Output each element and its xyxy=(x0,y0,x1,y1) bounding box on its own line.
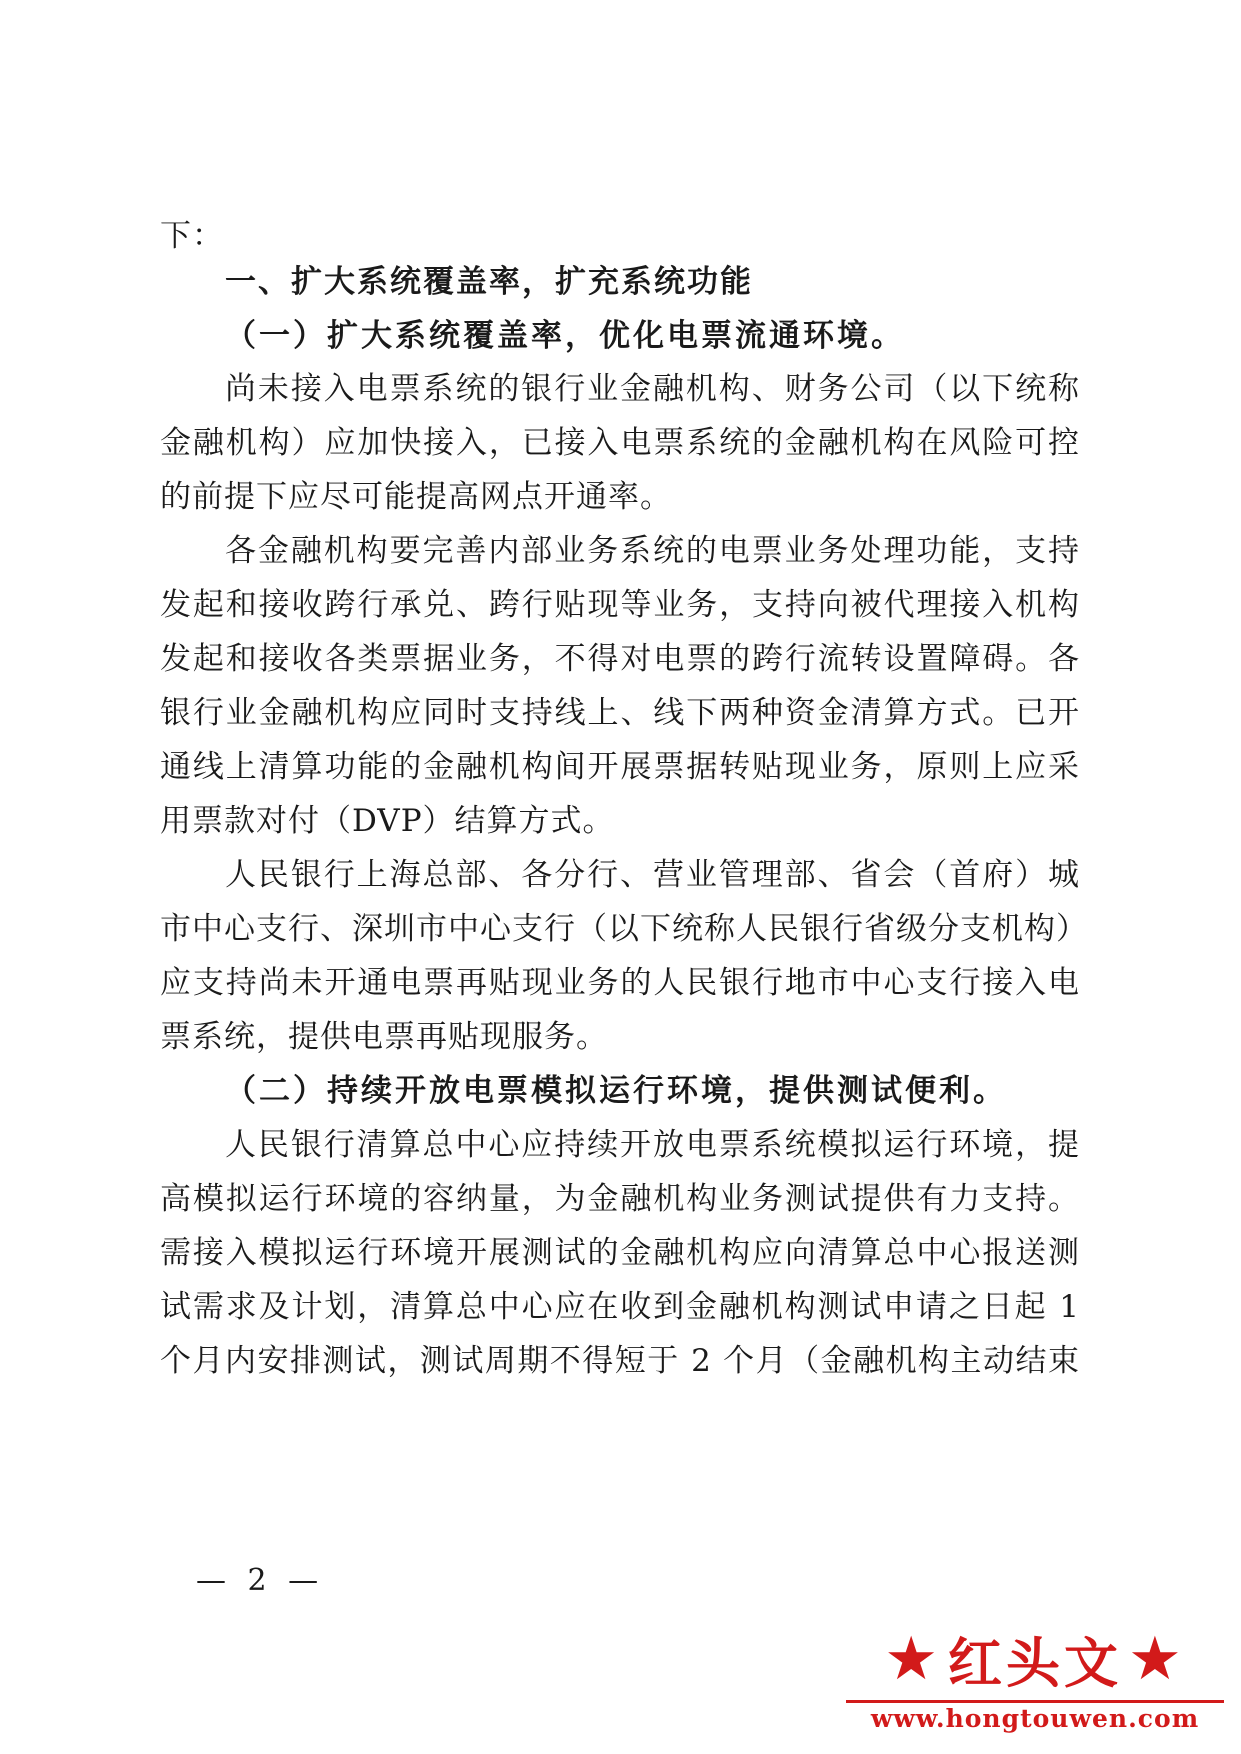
paragraph-line: 需接入模拟运行环境开展测试的金融机构应向清算总中心报送测 xyxy=(160,1235,1080,1271)
paragraph-line: 试需求及计划，清算总中心应在收到金融机构测试申请之日起 1 xyxy=(160,1289,1080,1325)
paragraph-line: 银行业金融机构应同时支持线上、线下两种资金清算方式。已开 xyxy=(160,695,1080,731)
paragraph-line: 用票款对付（DVP）结算方式。 xyxy=(160,803,615,839)
paragraph-line: 尚未接入电票系统的银行业金融机构、财务公司（以下统称 xyxy=(225,371,1080,407)
paragraph-line: 个月内安排测试，测试周期不得短于 2 个月（金融机构主动结束 xyxy=(160,1343,1080,1379)
page-number: — 2 — xyxy=(196,1563,325,1598)
watermark-logo[interactable] xyxy=(840,1622,1230,1742)
paragraph-line: 人民银行清算总中心应持续开放电票系统模拟运行环境，提 xyxy=(225,1127,1080,1163)
paragraph-line: 各金融机构要完善内部业务系统的电票业务处理功能，支持 xyxy=(225,533,1080,569)
paragraph-line: 发起和接收跨行承兑、跨行贴现等业务，支持向被代理接入机构 xyxy=(160,587,1080,623)
paragraph-line: 金融机构）应加快接入，已接入电票系统的金融机构在风险可控 xyxy=(160,425,1080,461)
paragraph-line: 的前提下应尽可能提高网点开通率。 xyxy=(160,479,672,515)
text-line-continuation: 下： xyxy=(160,218,224,254)
paragraph-line: 票系统，提供电票再贴现服务。 xyxy=(160,1019,608,1055)
subsection-heading-1: （一）扩大系统覆盖率，优化电票流通环境。 xyxy=(225,318,905,354)
watermark-title: 红头文 xyxy=(948,1631,1122,1695)
watermark-divider xyxy=(846,1700,1224,1703)
paragraph-line: 人民银行上海总部、各分行、营业管理部、省会（首府）城 xyxy=(225,857,1080,893)
star-icon: ★ xyxy=(1128,1624,1186,1694)
watermark-title-row xyxy=(840,1622,1230,1696)
subsection-heading-2: （二）持续开放电票模拟运行环境，提供测试便利。 xyxy=(225,1073,1007,1109)
paragraph-line: 高模拟运行环境的容纳量，为金融机构业务测试提供有力支持。 xyxy=(160,1181,1080,1217)
paragraph-line: 通线上清算功能的金融机构间开展票据转贴现业务，原则上应采 xyxy=(160,749,1080,785)
paragraph-line: 应支持尚未开通电票再贴现业务的人民银行地市中心支行接入电 xyxy=(160,965,1080,1001)
watermark-url[interactable]: www.hongtouwen.com xyxy=(870,1704,1200,1733)
paragraph-line: 市中心支行、深圳市中心支行（以下统称人民银行省级分支机构） xyxy=(160,911,1088,947)
paragraph-line: 发起和接收各类票据业务，不得对电票的跨行流转设置障碍。各 xyxy=(160,641,1080,677)
section-heading-1: 一、扩大系统覆盖率，扩充系统功能 xyxy=(225,264,753,300)
star-icon: ★ xyxy=(884,1624,942,1694)
